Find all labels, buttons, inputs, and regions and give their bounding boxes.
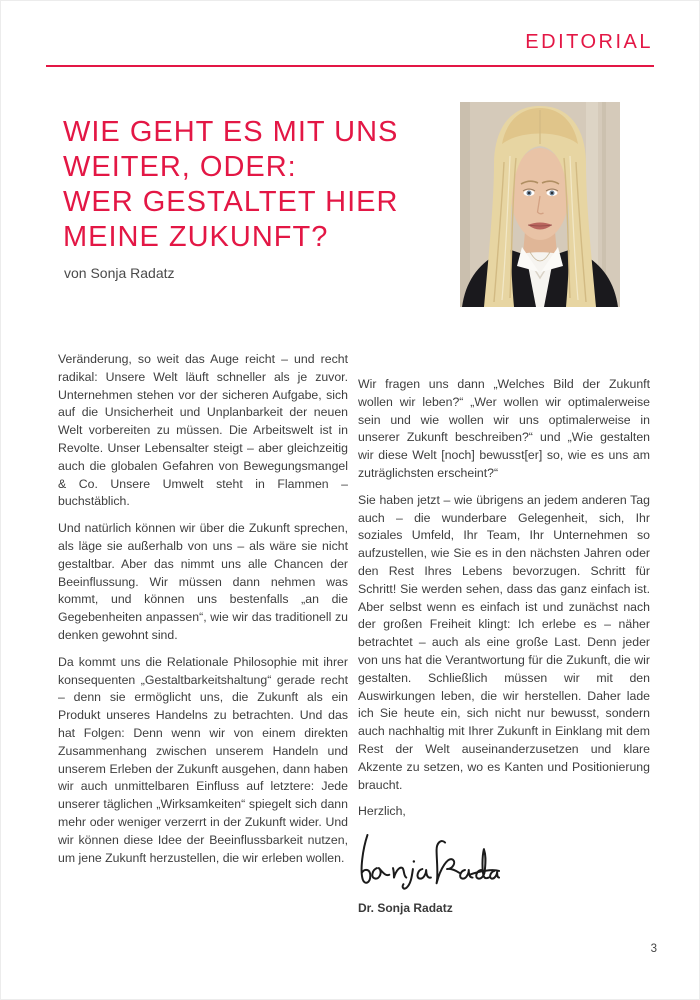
title-line: WER GESTALTET HIER — [63, 186, 399, 218]
paragraph: Herzlich, — [358, 804, 406, 819]
body-column-right-text — [358, 376, 650, 821]
signature-caption: Dr. Sonja Radatz — [358, 901, 453, 916]
paragraph: Sie haben jetzt – wie übrigens an jedem anderen Tag auch – die wunderbare Gelegenheit, sich, Ihr soziales Umfeld, Ihr Team, Ihr Unternehmen so aufzustellen, wie Sie es in den nächsten Jahren oder den Rest Ihres Lebens bevorzugen. Schritt für Schritt! Sie werden sehen, dass das ganz einfach ist. Aber selbst wenn es einfach ist und zunächst nach der großen Freiheit klingt: Ich erlebe es – näher betrachtet – auch als eine große Last. Denn jeder von uns hat die Verantwortung für die Zukunft, die wir gestalten. Schließlich müssen wir mit den Auswirkungen leben, die wir herstellen. Daher lade ich Sie heute ein, sich nicht nur bewusst, sondern auch nachhaltig mit Ihrer Zukunft in Einklang mit dem Rest der Welt auseinanderzusetzen und klare Akzente zu setzen, wo es Kanten und Positionierung braucht. — [358, 492, 650, 792]
portrait-illustration — [460, 102, 620, 307]
title-line: WEITER, ODER: — [63, 151, 297, 183]
signature-handwriting — [358, 830, 500, 892]
article-title — [63, 115, 398, 255]
title-line: MEINE ZUKUNFT? — [63, 221, 329, 253]
paragraph: Veränderung, so weit das Auge reicht – und recht radikal: Unsere Welt läuft schneller als je zuvor. Unternehmen stehen vor der sicheren Aufgabe, sich auf die Unsicherheit und Unplanbarkeit der neuen Welt vorbereiten zu müssen. Die Arbeitswelt ist in Revolte. Unser Lebensalter steigt – aber gleichzeitig auch die globalen Gefahren von Bewegungsmangel & Co. Unsere Umwelt steht in Flammen – buchstäblich. — [58, 352, 348, 509]
paragraph: Wir fragen uns dann „Welches Bild der Zukunft wollen wir leben?“ „Wer wollen wir optimalerweise sein und wie wollen wir uns optimalerweise in unserer Zukunft beschreiben?“ und „Wie gestalten wir diese Welt [noch] bewusst[er] so, wie es uns am zuträglichsten erscheint?“ — [358, 377, 650, 480]
portrait-photo — [460, 102, 620, 307]
signature — [358, 830, 650, 892]
body-column-left — [58, 351, 348, 876]
section-label: EDITORIAL — [525, 31, 653, 53]
header-rule — [46, 65, 654, 67]
page-number: 3 — [650, 943, 657, 955]
body-column-right — [358, 376, 650, 918]
paragraph: Und natürlich können wir über die Zukunft sprechen, als läge sie außerhalb von uns – als wäre sie nicht gestaltbar. Aber das nimmt uns alle Chancen der Beeinflussung. Wir müssen dann nehmen was kommt, und können uns bestenfalls „an die Gegebenheiten anpassen“, wie wir das traditionell zu denken gewohnt sind. — [58, 521, 348, 642]
title-line: WIE GEHT ES MIT UNS — [63, 116, 399, 148]
paragraph: Da kommt uns die Relationale Philosophie mit ihrer konsequenten „Gestaltbarkeitshaltung“ gerade recht – denn sie ermöglicht uns, die Zukunft als ein Produkt unseres Handelns zu betrachten. Und das hat Folgen: Denn wenn wir von einem direkten Zusammenhang zwischen unserem Handeln und unserem Erleben der Zukunft ausgehen, dann haben wir auch unmittelbaren Einfluss auf letztere: Jede unserer täglichen „Wirksamkeiten“ spiegelt sich dann mehr oder weniger verzerrt in der Zukunft wider. Und wir können diese Idee der Beeinflussbarkeit nutzen, um jene Zukunft herzustellen, die wir erleben wollen. — [58, 654, 348, 865]
byline: von Sonja Radatz — [64, 265, 175, 281]
